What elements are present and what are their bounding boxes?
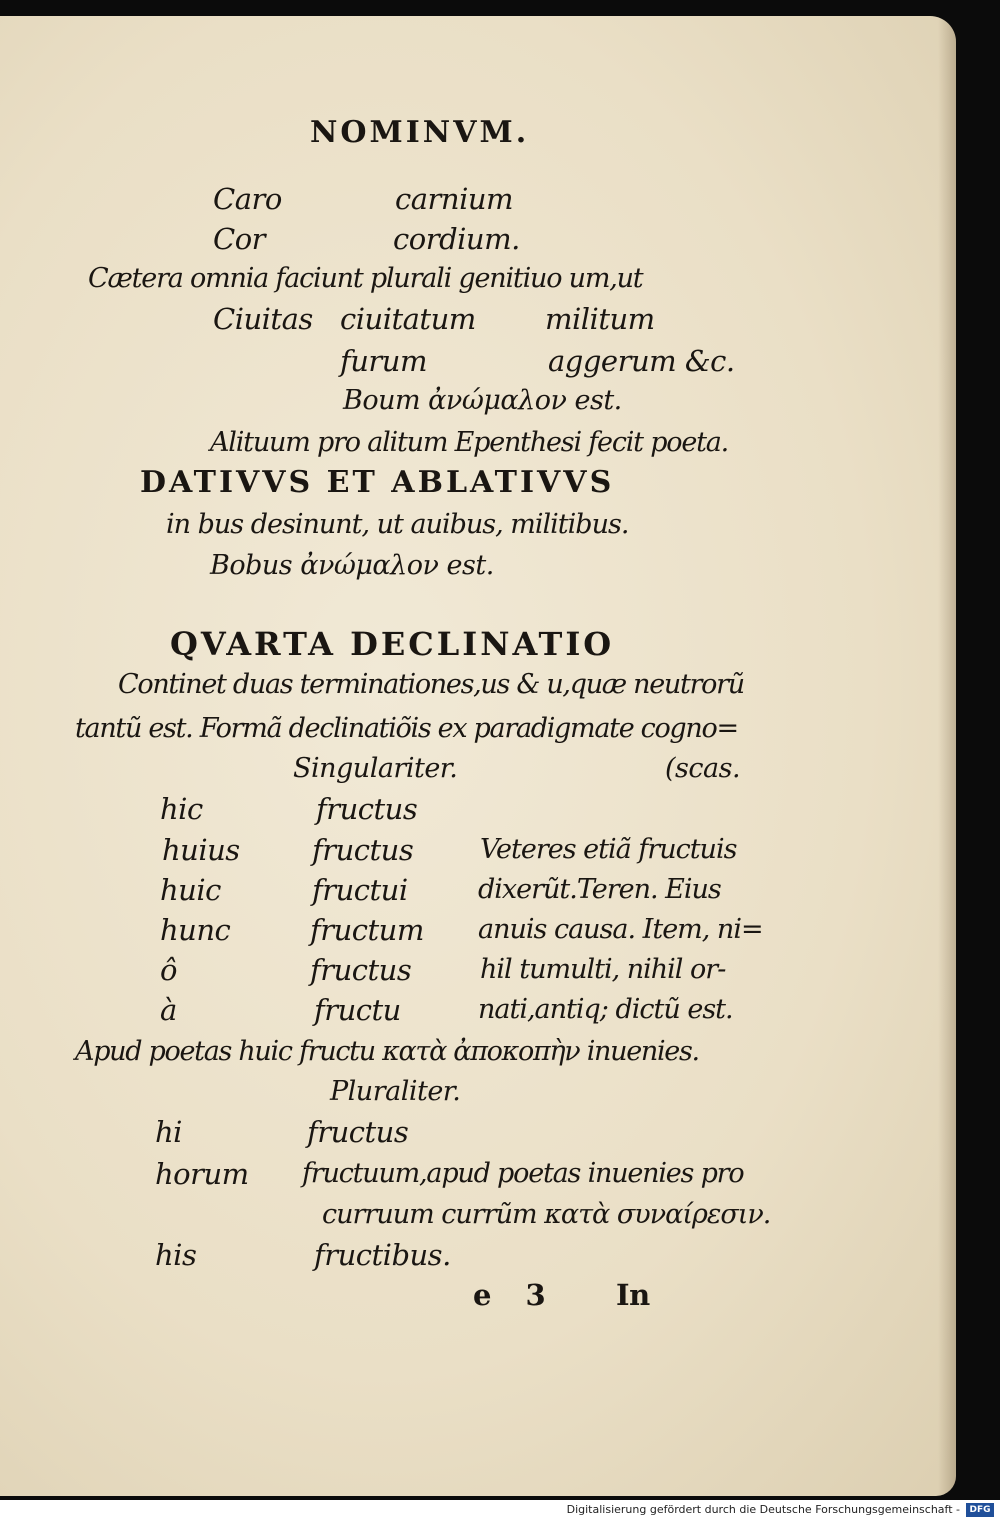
text-line: dixerũt.Teren. Eius bbox=[478, 874, 721, 905]
text-line: horum bbox=[155, 1157, 249, 1191]
footer-bar bbox=[0, 1500, 1000, 1521]
text-line: fructum bbox=[310, 913, 424, 947]
text-line: Singulariter. bbox=[293, 753, 458, 784]
text-line: anuis causa. Item, ni= bbox=[478, 914, 763, 945]
text-line: aggerum &c. bbox=[548, 344, 735, 378]
text-line: fructui bbox=[312, 873, 408, 907]
text-line: fructus bbox=[316, 792, 418, 826]
text-line: fructus bbox=[310, 953, 412, 987]
text-line: hunc bbox=[160, 913, 231, 947]
footer-credit: Digitalisierung gefördert durch die Deutsche Forschungsgemeinschaft - bbox=[566, 1503, 960, 1516]
dfg-logo: DFG bbox=[966, 1503, 994, 1517]
section-heading: QVARTA DECLINATIO bbox=[170, 625, 615, 663]
text-line: Cor bbox=[213, 222, 266, 256]
text-line: fructuum,apud poetas inuenies pro bbox=[302, 1158, 744, 1189]
text-line: à bbox=[160, 993, 177, 1027]
text-line: Cætera omnia faciunt plurali genitiuo um,ut bbox=[88, 263, 643, 294]
text-line: (scas. bbox=[665, 753, 741, 784]
text-line: huic bbox=[160, 873, 221, 907]
text-line: furum bbox=[340, 344, 427, 378]
text-line: Alituum pro alitum Epenthesi fecit poeta. bbox=[210, 427, 729, 458]
text-line: fructu bbox=[314, 993, 401, 1027]
text-line: ciuitatum bbox=[340, 302, 476, 336]
text-line: cordium. bbox=[393, 222, 520, 256]
text-line: Bobus ἀνώμαλον est. bbox=[210, 550, 494, 581]
text-line: nati,antiq; dictũ est. bbox=[478, 994, 733, 1025]
text-line: Pluraliter. bbox=[330, 1076, 461, 1107]
signature-mark: e 3 bbox=[473, 1278, 558, 1312]
text-line: his bbox=[155, 1238, 197, 1272]
book-page bbox=[0, 16, 956, 1496]
running-head: NOMINVM. bbox=[310, 115, 530, 150]
text-line: hic bbox=[160, 792, 203, 826]
text-line: Continet duas terminationes,us & u,quæ neutrorũ bbox=[118, 669, 744, 700]
text-line: Ciuitas bbox=[213, 302, 313, 336]
text-line: Caro bbox=[213, 182, 282, 216]
text-line: Boum ἀνώμαλον est. bbox=[343, 385, 622, 416]
text-line: huius bbox=[162, 833, 240, 867]
section-heading: DATIVVS ET ABLATIVVS bbox=[140, 465, 615, 500]
text-line: in bus desinunt, ut auibus, militibus. bbox=[166, 509, 629, 540]
text-line: curruum currũm κατὰ συναίρεσιν. bbox=[322, 1199, 771, 1230]
text-line: fructus bbox=[312, 833, 414, 867]
text-line: Veteres etiã fructuis bbox=[480, 834, 737, 865]
text-line: ô bbox=[160, 953, 177, 987]
text-line: hil tumulti, nihil or- bbox=[480, 954, 726, 985]
text-line: militum bbox=[545, 302, 655, 336]
catchword: In bbox=[616, 1278, 650, 1312]
text-line: fructus bbox=[307, 1115, 409, 1149]
text-line: tantũ est. Formã declinatiõis ex paradigmate cogno= bbox=[75, 713, 738, 744]
text-line: Apud poetas huic fructu κατὰ ἀποκοπὴν inuenies. bbox=[75, 1036, 699, 1067]
text-line: hi bbox=[155, 1115, 182, 1149]
text-line: carnium bbox=[395, 182, 514, 216]
text-line: fructibus. bbox=[314, 1238, 451, 1272]
